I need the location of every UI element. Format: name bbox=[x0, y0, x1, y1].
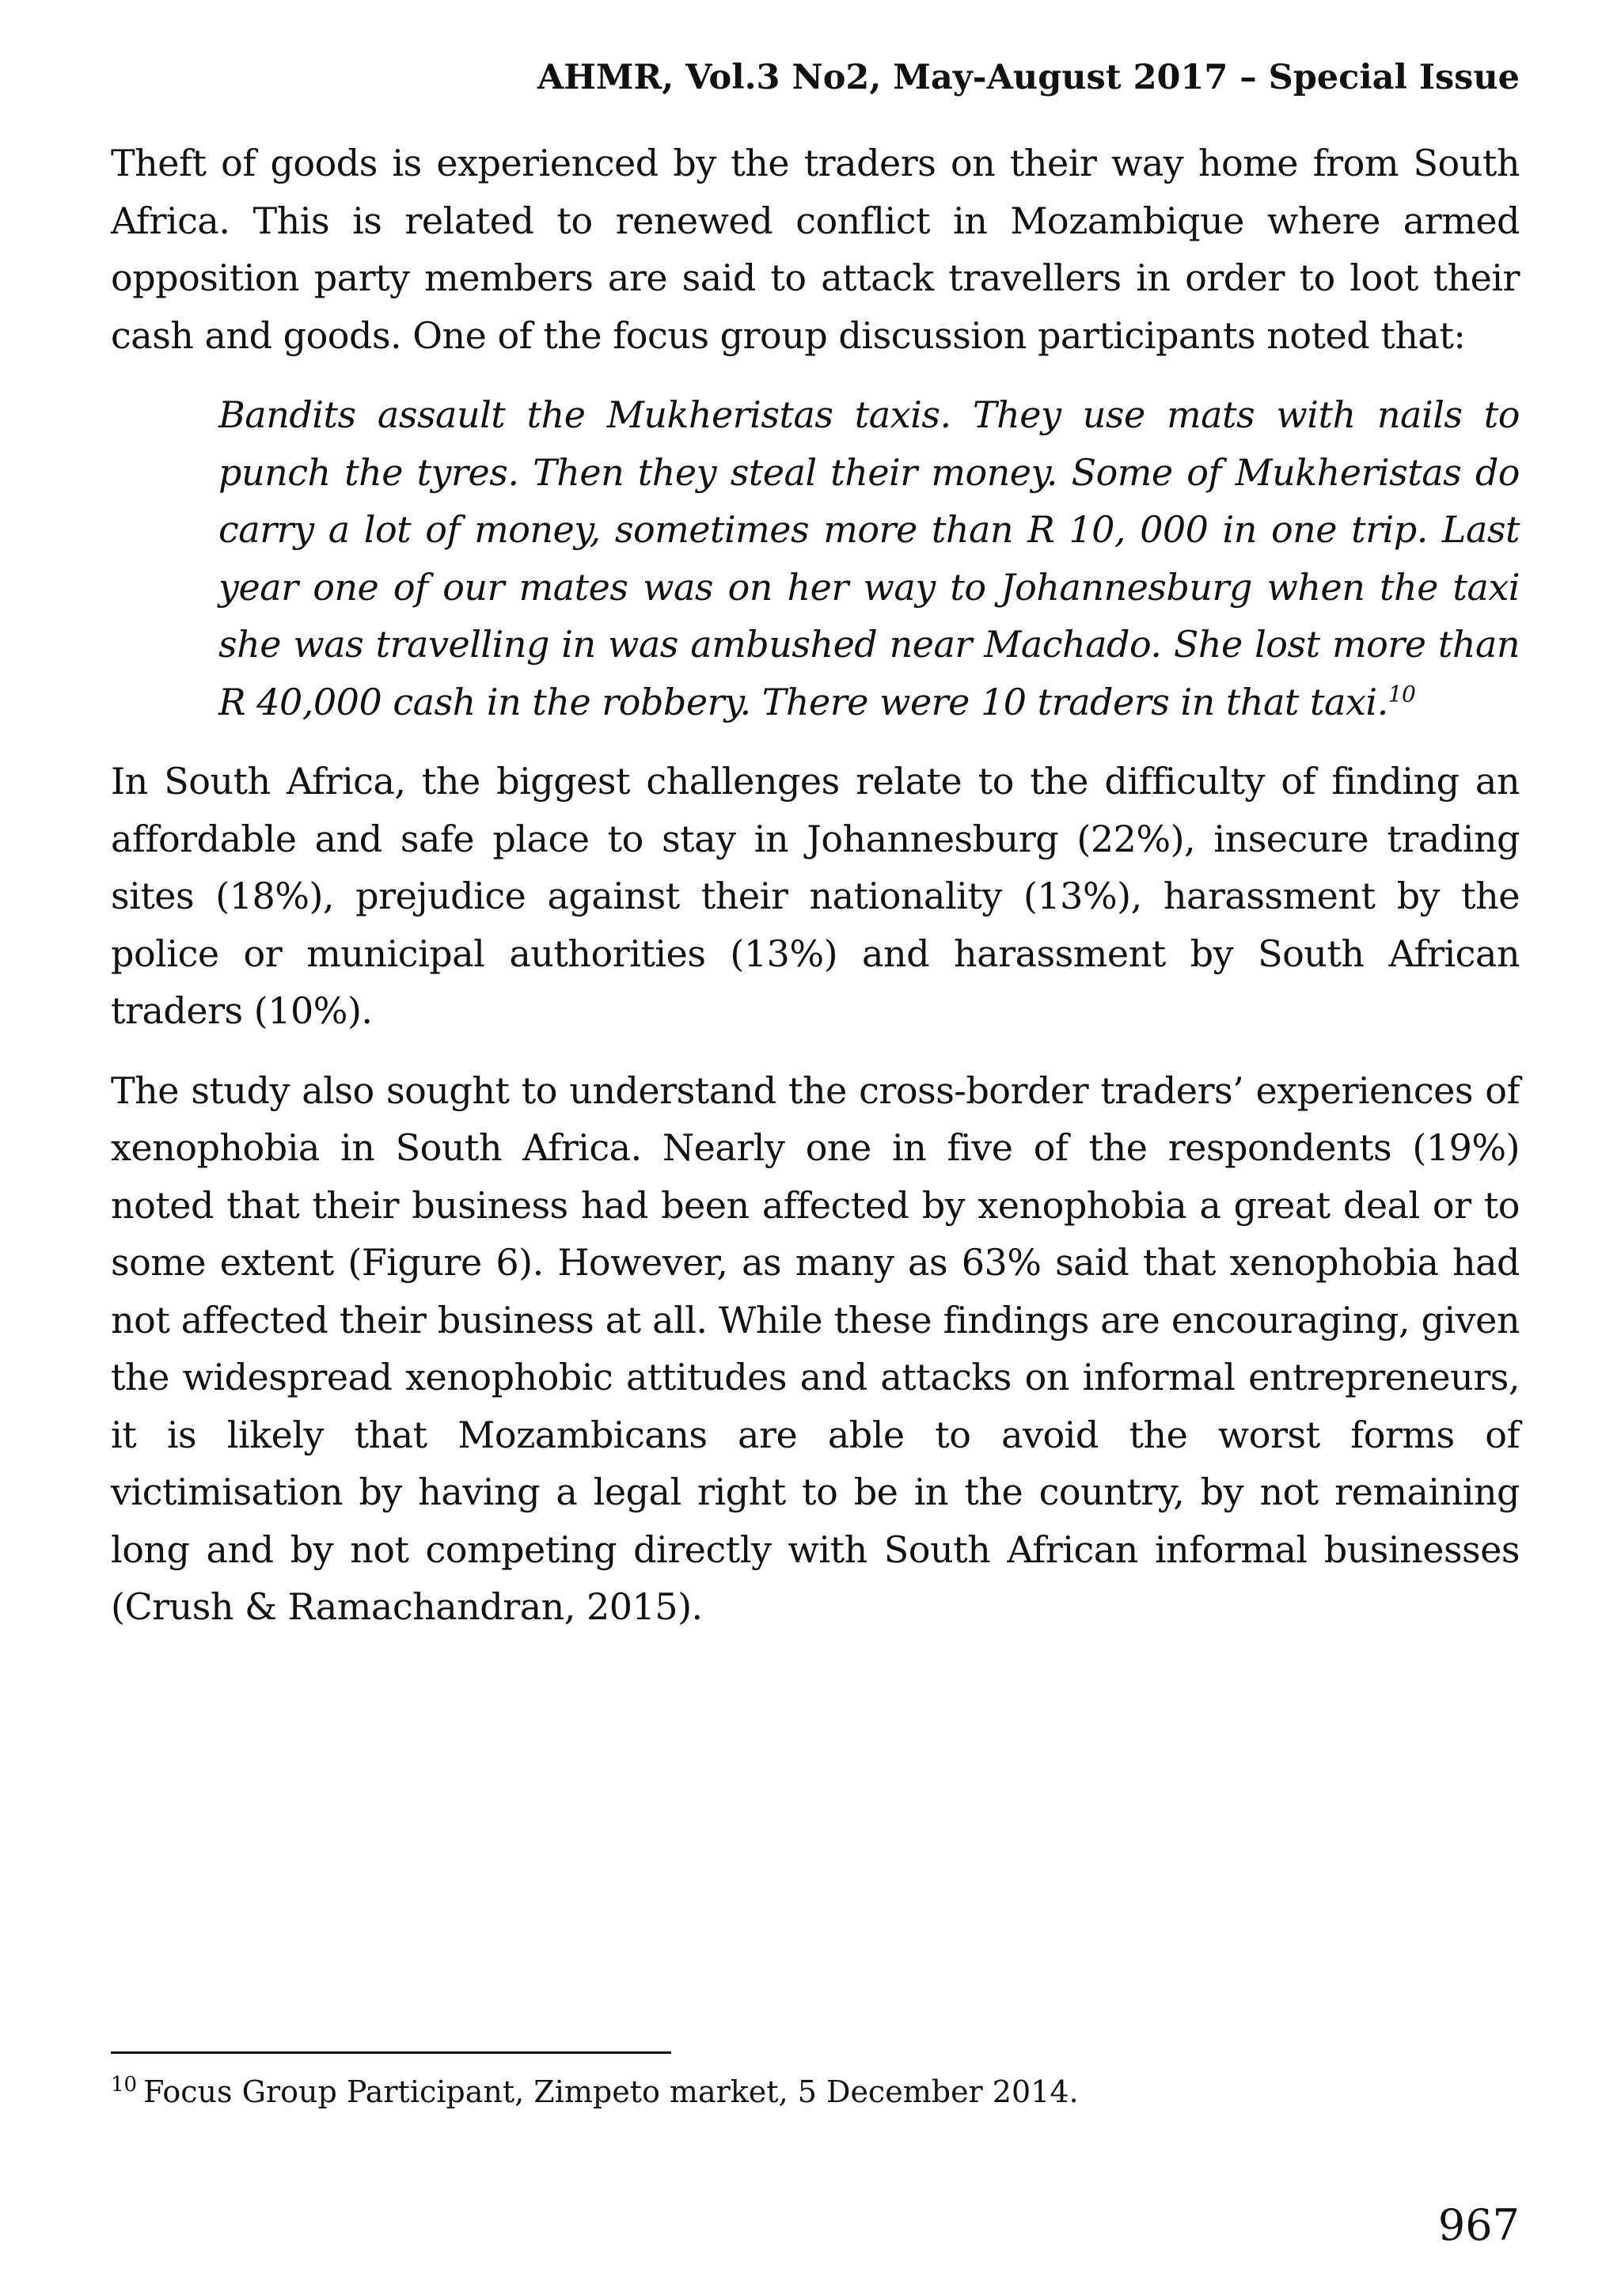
paragraph-theft-of-goods: Theft of goods is experienced by the traders on their way home from South Africa. This is related to renewed conflict in Mozambique where armed opposition party members are said to attack travellers in order to loot their cash and goods. One of the focus group discussion participants noted that: bbox=[111, 142, 1520, 357]
body-text bbox=[111, 135, 1520, 1658]
footnote-text: Focus Group Participant, Zimpeto market, 5 December 2014. bbox=[143, 2074, 1079, 2109]
block-quote-focus-group bbox=[218, 386, 1520, 731]
paragraph-south-africa-challenges: In South Africa, the biggest challenges relate to the difficulty of finding an affordable and safe place to stay in Johannesburg (22%), insecure trading sites (18%), prejudice against their nationality (13%), harassment by the police or municipal authorities (13%) and harassment by South African traders (10%). bbox=[111, 760, 1520, 1032]
footnote-reference[interactable]: 10 bbox=[1388, 681, 1416, 708]
journal-page bbox=[111, 0, 1520, 2296]
running-header: AHMR, Vol.3 No2, May-August 2017 – Special Issue bbox=[537, 58, 1520, 97]
footnote bbox=[111, 2072, 1520, 2112]
paragraph-xenophobia: The study also sought to understand the cross-border traders’ experiences of xenophobia in South Africa. Nearly one in five of the respondents (19%) noted that their business had been affected by xenophobia a great deal or to some extent (Figure 6). However, as many as 63% said that xenophobia had not affected their business at all. While these findings are encouraging, given the widespread xenophobic attitudes and attacks on informal entrepreneurs, it is likely that Mozambicans are able to avoid the worst forms of victimisation by having a legal right to be in the country, by not remaining long and by not competing directly with South African informal businesses (Crush & Ramachandran, 2015). bbox=[111, 1068, 1520, 1628]
footnote-divider bbox=[111, 2051, 671, 2054]
block-quote-text: Bandits assault the Mukheristas taxis. They use mats with nails to punch the tyres. Then they steal their money. Some of Mukheristas do carry a lot of money, sometimes more than R 10, 000 in one trip. Last year one of our mates was on her way to Johannesburg when the taxi she was travelling in was ambushed near Machado. She lost more than R 40,000 cash in the robbery. There were 10 traders in that taxi. bbox=[218, 393, 1520, 723]
page-number: 967 bbox=[1437, 2200, 1520, 2250]
footnote-number: 10 bbox=[111, 2073, 138, 2097]
